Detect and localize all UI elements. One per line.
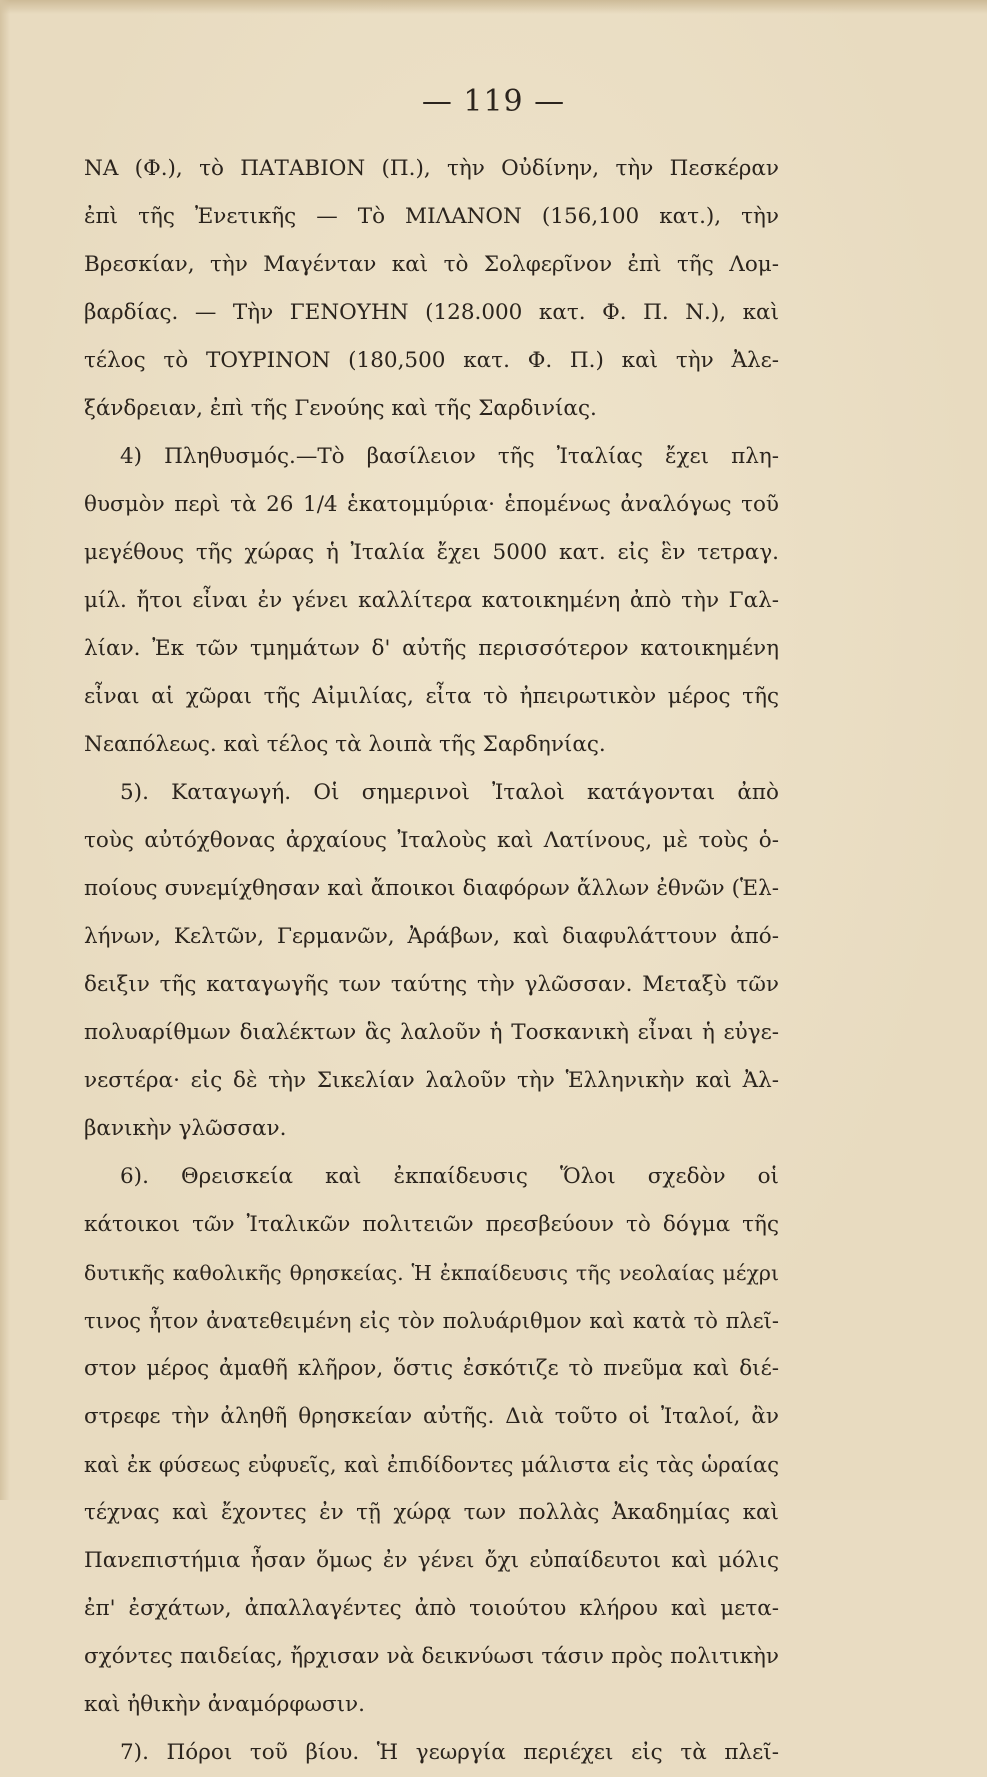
text-line: μίλ. ἤτοι εἶναι ἐν γένει καλλίτερα κατοικημένη ἀπὸ τὴν Γαλ- bbox=[84, 588, 779, 613]
text-line: τινος ἦτον ἀνατεθειμένη εἰς τὸν πολυάριθμον καὶ κατὰ τὸ πλεῖ- bbox=[84, 1309, 779, 1333]
text-line: πολυαρίθμων διαλέκτων ἃς λαλοῦν ἡ Τοσκανικὴ εἶναι ἡ εὐγε- bbox=[84, 1020, 779, 1045]
text-line: 4) Πληθυσμός.—Τὸ βασίλειον τῆς Ἰταλίας ἔχει πλη- bbox=[120, 444, 779, 469]
text-line: βαρδίας. — Τὴν ΓΕΝΟΥΗΝ (128.000 κατ. Φ. Π. Ν.), καὶ bbox=[84, 300, 779, 325]
text-line: Βρεσκίαν, τὴν Μαγένταν καὶ τὸ Σολφερῖνον ἐπὶ τῆς Λομ- bbox=[84, 252, 779, 277]
text-line: κάτοικοι τῶν Ἰταλικῶν πολιτειῶν πρεσβεύουν τὸ δόγμα τῆς bbox=[84, 1212, 779, 1237]
text-line: 7). Πόροι τοῦ βίου. Ἡ γεωργία περιέχει εἰς τὰ πλεῖ- bbox=[120, 1740, 779, 1765]
text-line: σχόντες παιδείας, ἤρχισαν νὰ δεικνύωσι τάσιν πρὸς πολιτικὴν bbox=[84, 1644, 779, 1669]
text-line: καὶ ἠθικὴν ἀναμόρφωσιν. bbox=[84, 1692, 365, 1717]
page-gutter-shadow bbox=[0, 0, 10, 1500]
text-line: βανικὴν γλῶσσαν. bbox=[84, 1116, 287, 1141]
text-line: τέχνας καὶ ἔχοντες ἐν τῇ χώρᾳ των πολλὰς Ἀκαδημίας καὶ bbox=[84, 1500, 779, 1525]
text-line: ποίους συνεμίχθησαν καὶ ἄποικοι διαφόρων ἄλλων ἐθνῶν (Ἑλ- bbox=[84, 876, 779, 901]
text-line: δειξιν τῆς καταγωγῆς των ταύτης τὴν γλῶσσαν. Μεταξὺ τῶν bbox=[84, 972, 779, 997]
text-line: ἐπὶ τῆς Ἐνετικῆς — Τὸ ΜΙΛΑΝΟΝ (156,100 κατ.), τὴν bbox=[84, 204, 779, 229]
text-line: λίαν. Ἐκ τῶν τμημάτων δ' αὐτῆς περισσότερον κατοικημένη bbox=[84, 636, 779, 661]
text-line: 6). Θρεισκεία καὶ ἐκπαίδευσις Ὅλοι σχεδὸν οἱ bbox=[120, 1164, 779, 1189]
text-line: λήνων, Κελτῶν, Γερμανῶν, Ἀράβων, καὶ διαφυλάττουν ἀπό- bbox=[84, 924, 779, 949]
body-text bbox=[84, 145, 779, 1777]
page-edge-shadow bbox=[0, 0, 987, 14]
page-number: — 119 — bbox=[421, 84, 566, 119]
text-line: 5). Καταγωγή. Οἱ σημερινοὶ Ἰταλοὶ κατάγονται ἀπὸ bbox=[120, 780, 779, 805]
text-line: στον μέρος ἀμαθῆ κλῆρον, ὅστις ἐσκότιζε τὸ πνεῦμα καὶ διέ- bbox=[84, 1356, 779, 1381]
text-line: θυσμὸν περὶ τὰ 26 1/4 ἑκατομμύρια· ἑπομένως ἀναλόγως τοῦ bbox=[84, 492, 779, 517]
text-line: μεγέθους τῆς χώρας ἡ Ἰταλία ἔχει 5000 κατ. εἰς ἓν τετραγ. bbox=[84, 540, 779, 565]
text-line: εἶναι αἱ χῶραι τῆς Αἰμιλίας, εἶτα τὸ ἠπειρωτικὸν μέρος τῆς bbox=[84, 684, 779, 709]
text-line: ξάνδρειαν, ἐπὶ τῆς Γενούης καὶ τῆς Σαρδινίας. bbox=[84, 396, 597, 421]
text-line: τοὺς αὐτόχθονας ἀρχαίους Ἰταλοὺς καὶ Λατίνους, μὲ τοὺς ὁ- bbox=[84, 828, 779, 853]
text-line: ἐπ' ἐσχάτων, ἀπαλλαγέντες ἀπὸ τοιούτου κλήρου καὶ μετα- bbox=[84, 1596, 779, 1621]
text-line: Νεαπόλεως. καὶ τέλος τὰ λοιπὰ τῆς Σαρδηνίας. bbox=[84, 732, 606, 757]
text-line: δυτικῆς καθολικῆς θρησκείας. Ἡ ἐκπαίδευσις τῆς νεολαίας μέχρι bbox=[84, 1261, 779, 1285]
text-line: τέλος τὸ ΤΟΥΡΙΝΟΝ (180,500 κατ. Φ. Π.) καὶ τὴν Ἀλε- bbox=[84, 348, 779, 373]
text-line: καὶ ἐκ φύσεως εὐφυεῖς, καὶ ἐπιδίδοντες μάλιστα εἰς τὰς ὡραίας bbox=[84, 1453, 779, 1477]
text-line: ΝΑ (Φ.), τὸ ΠΑΤΑΒΙΟΝ (Π.), τὴν Οὐδίνην, τὴν Πεσκέραν bbox=[84, 156, 779, 181]
text-line: στρεφε τὴν ἀληθῆ θρησκείαν αὐτῆς. Διὰ τοῦτο οἱ Ἰταλοί, ἂν bbox=[84, 1404, 779, 1429]
text-line: Πανεπιστήμια ἦσαν ὅμως ἐν γένει ὄχι εὐπαίδευτοι καὶ μόλις bbox=[84, 1548, 779, 1573]
text-line: νεστέρα· εἰς δὲ τὴν Σικελίαν λαλοῦν τὴν Ἑλληνικὴν καὶ Ἀλ- bbox=[84, 1068, 779, 1093]
